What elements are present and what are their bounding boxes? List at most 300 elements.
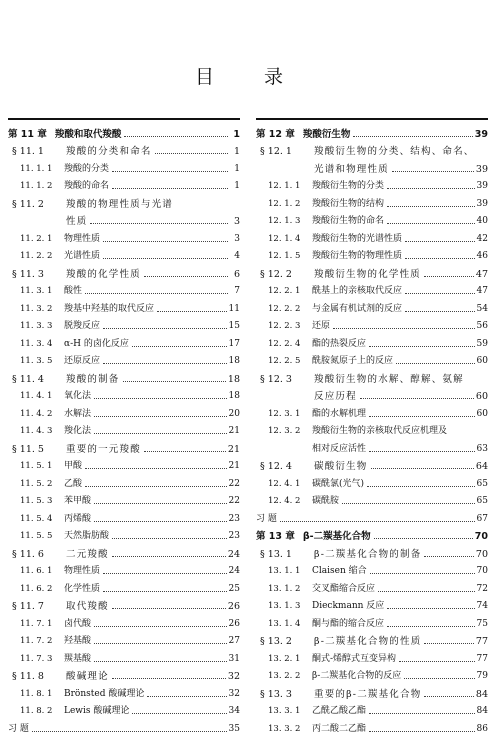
toc-entry-sub — [8, 612, 240, 630]
toc-entry-page: 60 — [476, 408, 488, 419]
toc-entry-page: 65 — [476, 478, 488, 489]
toc-entry-page: 26 — [228, 618, 240, 629]
toc-entry-sub — [256, 472, 488, 490]
toc-entry-number: 11. 3. 5 — [20, 356, 53, 366]
dot-leader — [405, 241, 475, 242]
toc-entry-title: 取代羧酸 — [66, 601, 109, 612]
toc-entry-number: 12. 2. 5 — [268, 356, 301, 366]
toc-entry-number: 13. 1. 4 — [268, 618, 301, 629]
toc-entry-page: 1 — [233, 128, 240, 140]
toc-entry-sub — [256, 717, 488, 735]
toc-entry-page: 77 — [475, 636, 488, 647]
toc-entry-title: 羧酸衍生物的化学性质 — [314, 268, 422, 280]
toc-entry-page: 26 — [227, 601, 240, 612]
toc-entry-sub — [256, 332, 488, 350]
toc-entry-sub — [8, 682, 240, 700]
toc-entry-number: 12. 1. 4 — [268, 233, 301, 244]
toc-entry-page: 86 — [476, 723, 488, 734]
toc-entry-number: § 13. 1 — [260, 548, 292, 560]
dot-leader — [396, 363, 475, 364]
toc-entry-title: 光谱性质 — [64, 251, 101, 261]
toc-entry-section — [8, 437, 240, 455]
toc-entry-page: 59 — [476, 338, 488, 349]
toc-entry-cont — [256, 385, 488, 403]
toc-entry-number: 12. 3. 2 — [268, 426, 301, 436]
toc-entry-title: 羧酸衍生物的结构 — [312, 198, 385, 209]
toc-entry-page: 18 — [227, 373, 240, 385]
toc-entry-page: 72 — [476, 583, 488, 594]
toc-entry-sub — [8, 332, 240, 350]
toc-entry-title: 羧化法 — [64, 426, 92, 436]
toc-entry-sub — [256, 280, 488, 298]
toc-entry-number: § 11. 2 — [12, 198, 44, 210]
dot-leader — [387, 206, 475, 207]
top-rule — [8, 118, 240, 120]
toc-entry-number: § 11. 1 — [12, 146, 44, 157]
toc-entry-number: 11. 4. 3 — [20, 426, 53, 436]
toc-entry-title: 羧酸衍生物的水解、醇解、氨解 — [314, 373, 464, 385]
toc-entry-number: 12. 1. 2 — [268, 198, 301, 209]
toc-entry-title: 酸性 — [64, 286, 83, 296]
toc-entry-title: 碳酰氯(光气) — [312, 478, 365, 489]
toc-entry-number: 13. 1. 2 — [268, 583, 301, 594]
toc-entry-number: 11. 7. 2 — [20, 636, 53, 646]
toc-entry-title: 甲酸 — [64, 461, 83, 471]
toc-entry-chapter — [256, 122, 488, 140]
toc-entry-number: 11. 1. 2 — [20, 181, 53, 191]
dot-leader — [123, 381, 226, 382]
toc-entry-sub — [8, 350, 240, 368]
toc-entry-page: 70 — [476, 566, 488, 576]
toc-entry-sub — [8, 490, 240, 508]
dot-leader — [360, 398, 474, 399]
toc-entry-page: 27 — [228, 636, 240, 646]
toc-entry-title: 相对反应活性 — [312, 443, 367, 454]
dot-leader — [369, 451, 475, 452]
dot-leader — [94, 643, 227, 644]
toc-entry-number: § 12. 4 — [260, 461, 292, 472]
dot-leader — [404, 678, 474, 679]
dot-leader — [85, 486, 227, 487]
page-title: 目 录 — [194, 66, 306, 88]
toc-entry-title: 卤代酸 — [64, 618, 92, 629]
dot-leader — [112, 556, 226, 557]
dot-leader — [392, 171, 474, 172]
toc-entry-page: 23 — [228, 531, 240, 541]
toc-entry-number: 13. 3. 1 — [268, 706, 301, 716]
dot-leader — [369, 346, 475, 347]
toc-entry-sub — [256, 175, 488, 193]
toc-entry-page: 22 — [228, 496, 240, 506]
dot-leader — [112, 188, 228, 189]
toc-entry-page: 6 — [233, 268, 240, 280]
toc-entry-page: 34 — [228, 706, 240, 716]
toc-entry-number: 12. 1. 5 — [268, 251, 301, 261]
toc-entry-number: 11. 7. 1 — [20, 618, 53, 629]
toc-entry-number: 11. 8. 2 — [20, 706, 53, 716]
toc-entry-sub — [256, 210, 488, 228]
toc-entry-number: 11. 6. 2 — [20, 583, 53, 594]
dot-leader — [103, 328, 227, 329]
dot-leader — [85, 293, 228, 294]
toc-entry-number: § 11. 3 — [12, 268, 44, 280]
toc-entry-title: 物理性质 — [64, 233, 101, 244]
toc-entry-number: 12. 2. 1 — [268, 286, 301, 296]
dot-leader — [369, 713, 475, 714]
toc-entry-number: 11. 6. 1 — [20, 566, 53, 576]
toc-entry-title: 二元羧酸 — [66, 548, 109, 560]
toc-entry-number: § 12. 2 — [260, 268, 292, 280]
dot-leader — [147, 696, 226, 697]
dot-leader — [94, 398, 227, 399]
dot-leader — [94, 521, 227, 522]
toc-entry-page: 24 — [227, 548, 240, 560]
toc-entry-title: 碳酰胺 — [312, 496, 340, 506]
toc-entry-contsub — [256, 437, 488, 455]
toc-entry-sub — [8, 315, 240, 333]
toc-entry-number: 11. 5. 5 — [20, 531, 53, 541]
toc-entry-page: 21 — [228, 426, 240, 436]
toc-entry-title: 羧酸的命名 — [64, 181, 110, 191]
toc-entry-page: 84 — [476, 706, 488, 716]
dot-leader — [369, 416, 475, 417]
toc-entry-page: 64 — [475, 461, 488, 472]
toc-entry-number: 11. 1. 1 — [20, 163, 53, 174]
toc-entry-title: 反应历程 — [314, 391, 357, 402]
toc-entry-title: 酸碱理论 — [66, 671, 109, 682]
toc-entry-title: β-二羰基化合物 — [302, 531, 371, 542]
dot-leader — [370, 573, 475, 574]
dot-leader — [112, 171, 228, 172]
dot-leader — [333, 328, 475, 329]
dot-leader — [144, 451, 226, 452]
dot-leader — [103, 573, 227, 574]
toc-entry-title: 羧酸的物理性质与光谱 — [66, 198, 174, 210]
toc-entry-title: β-二羰基化合物的反应 — [312, 671, 402, 681]
toc-entry-number: § 13. 2 — [260, 636, 292, 647]
toc-entry-sub — [8, 402, 240, 420]
dot-leader — [132, 346, 227, 347]
dot-leader — [374, 538, 473, 539]
toc-entry-title: 羧酸衍生物的亲核取代反应机理及 — [312, 426, 448, 436]
toc-entry-page: 1 — [234, 163, 240, 174]
toc-entry-title: α-H 的卤化反应 — [64, 338, 129, 349]
toc-entry-number: 12. 1. 3 — [268, 216, 301, 226]
toc-entry-sub — [8, 472, 240, 490]
toc-entry-page: 7 — [234, 286, 240, 296]
toc-entry-title: 羧酸衍生物的分类、结构、命名、 — [314, 146, 475, 157]
dot-leader — [378, 591, 475, 592]
toc-entry-page: 35 — [228, 723, 240, 734]
toc-entry-sub — [256, 402, 488, 420]
dot-leader — [94, 626, 227, 627]
toc-entry-page: 20 — [228, 408, 240, 419]
toc-entry-title: 物理性质 — [64, 566, 101, 576]
toc-entry-title: 羧酸衍生物的光谱性质 — [312, 233, 403, 244]
toc-entry-number: § 11. 7 — [12, 601, 44, 612]
dot-leader — [155, 153, 228, 154]
toc-entry-title: 还原 — [312, 321, 331, 331]
dot-leader — [353, 136, 472, 137]
toc-column-right — [256, 118, 488, 735]
toc-entry-page: 22 — [228, 478, 240, 489]
toc-entry-number: 12. 3. 1 — [268, 408, 301, 419]
toc-entry-title: 羰基酸 — [64, 653, 92, 664]
toc-entry-number: 11. 2. 2 — [20, 251, 53, 261]
toc-entry-page: 31 — [228, 653, 240, 664]
toc-entry-title: 化学性质 — [64, 583, 101, 594]
toc-entry-page: 77 — [476, 653, 488, 664]
toc-entry-page: 3 — [233, 216, 240, 227]
toc-entry-title: 羧酸的分类和命名 — [66, 146, 152, 157]
dot-leader — [32, 731, 227, 732]
toc-entry-sub — [8, 647, 240, 665]
toc-entry-sub — [256, 612, 488, 630]
dot-leader — [85, 468, 227, 469]
toc-entry-sub — [256, 350, 488, 368]
dot-leader — [424, 643, 474, 644]
toc-entry-title: 羧酸衍生物的物理性质 — [312, 251, 403, 261]
toc-entry-sub — [8, 560, 240, 578]
dot-leader — [124, 136, 228, 137]
toc-entry-page: 11 — [228, 303, 240, 314]
dot-leader — [103, 591, 227, 592]
toc-entry-number: 11. 3. 4 — [20, 338, 53, 349]
toc-entry-section — [8, 665, 240, 683]
dot-leader — [94, 503, 227, 504]
toc-entry-title: 重要的一元羧酸 — [66, 443, 141, 455]
dot-leader — [144, 276, 228, 277]
toc-entry-title: 苯甲酸 — [64, 496, 92, 506]
dot-leader — [367, 486, 475, 487]
toc-column-left — [8, 118, 240, 735]
toc-entry-number: 11. 7. 3 — [20, 653, 53, 664]
toc-entry-sub — [8, 280, 240, 298]
toc-entry-number: 11. 3. 3 — [20, 321, 53, 331]
toc-entry-number: § 13. 3 — [260, 688, 292, 700]
toc-entry-section — [8, 140, 240, 158]
toc-entry-number: 12. 2. 3 — [268, 321, 301, 331]
toc-entry-page: 17 — [228, 338, 240, 349]
toc-entry-chapter — [256, 525, 488, 543]
toc-entry-sub — [256, 420, 488, 438]
toc-entry-number: 13. 1. 3 — [268, 601, 301, 611]
dot-leader — [112, 538, 227, 539]
toc-entry-number: 13. 2. 2 — [268, 671, 301, 681]
toc-entry-sub — [256, 665, 488, 683]
toc-entry-title: 氧化法 — [64, 391, 92, 401]
toc-entry-number: 13. 3. 2 — [268, 723, 301, 734]
dot-leader — [157, 311, 227, 312]
toc-entry-title: 天然脂肪酸 — [64, 531, 110, 541]
dot-leader — [405, 258, 475, 259]
toc-entry-number: 12. 2. 4 — [268, 338, 301, 349]
toc-entry-number: 12. 4. 2 — [268, 496, 301, 506]
toc-entry-sub — [8, 420, 240, 438]
toc-entry-page: 54 — [476, 303, 488, 314]
toc-entry-sub — [8, 227, 240, 245]
toc-entry-section — [8, 262, 240, 280]
toc-entry-number: 11. 3. 1 — [20, 286, 53, 296]
dot-leader — [424, 556, 474, 557]
toc-entry-sub — [8, 525, 240, 543]
toc-entry-number: 12. 1. 1 — [268, 181, 301, 191]
toc-entry-sub — [256, 595, 488, 613]
toc-entry-page: 21 — [227, 443, 240, 455]
toc-entry-page: 25 — [228, 583, 240, 594]
toc-entry-title: 酮式-烯醇式互变异构 — [312, 653, 397, 664]
toc-entry-page: 15 — [228, 321, 240, 331]
toc-entry-sub — [8, 245, 240, 263]
toc-entry-section — [8, 367, 240, 385]
toc-entry-number: 11. 5. 1 — [20, 461, 53, 471]
toc-entry-title: 丙烯酸 — [64, 513, 92, 524]
toc-entry-title: 羧酸的化学性质 — [66, 268, 141, 280]
toc-entry-number: § 11. 8 — [12, 671, 44, 682]
dot-leader — [112, 608, 226, 609]
dot-leader — [280, 521, 475, 522]
dot-leader — [112, 678, 226, 679]
toc-entry-page: 67 — [476, 513, 488, 524]
dot-leader — [424, 696, 474, 697]
dot-leader — [424, 276, 474, 277]
toc-entry-title: β-二羰基化合物的制备 — [314, 548, 422, 560]
toc-entry-page: 70 — [475, 548, 488, 560]
toc-entry-title: 与金属有机试剂的反应 — [312, 303, 403, 314]
toc-entry-title: Lewis 酸碱理论 — [64, 706, 130, 716]
toc-entry-page: 74 — [476, 601, 488, 611]
toc-entry-number: 11. 2. 1 — [20, 233, 53, 244]
toc-entry-section — [256, 455, 488, 473]
dot-leader — [405, 293, 475, 294]
toc-entry-number: § 12. 1 — [260, 146, 292, 157]
toc-entry-title: 酯的水解机理 — [312, 408, 367, 419]
toc-entry-sub — [256, 490, 488, 508]
toc-entry-title: 乙酸 — [64, 478, 83, 489]
toc-entry-section — [256, 682, 488, 700]
toc-entry-title: 羧基中羟基的取代反应 — [64, 303, 155, 314]
toc-entry-title: 习 题 — [256, 513, 277, 524]
dot-leader — [132, 713, 226, 714]
toc-entry-title: Dieckmann 反应 — [312, 601, 385, 611]
toc-entry-title: 脱羧反应 — [64, 321, 101, 331]
toc-entry-title: 交叉酯缩合反应 — [312, 583, 376, 594]
toc-entry-title: 羧酸衍生物的分类 — [312, 181, 385, 191]
toc-entry-page: 1 — [234, 181, 240, 191]
toc-entry-page: 46 — [476, 251, 488, 261]
toc-entry-number: § 11. 6 — [12, 548, 44, 560]
dot-leader — [94, 661, 227, 662]
toc-entry-sub — [256, 245, 488, 263]
toc-entry-section — [256, 542, 488, 560]
toc-entry-section — [256, 140, 488, 158]
toc-entry-page: 18 — [228, 356, 240, 366]
toc-entry-sub — [256, 577, 488, 595]
toc-entry-title: 碳酸衍生物 — [314, 461, 368, 472]
toc-entry-title: 乙酰乙酸乙酯 — [312, 706, 367, 716]
toc-entry-title: 性质 — [66, 216, 88, 227]
dot-leader — [103, 241, 228, 242]
dot-leader — [342, 503, 475, 504]
dot-leader — [371, 468, 474, 469]
toc-entry-title: 羧酸衍生物的命名 — [312, 216, 385, 226]
toc-entry-title: 酯的热裂反应 — [312, 338, 367, 349]
toc-entry-title: 羧酸的制备 — [66, 373, 120, 385]
toc-entry-number: 12. 4. 1 — [268, 478, 301, 489]
toc-entry-section — [8, 595, 240, 613]
toc-entry-plain — [8, 717, 240, 735]
toc-entry-page: 39 — [475, 163, 488, 175]
toc-entry-page: 1 — [233, 146, 240, 157]
toc-entry-sub — [8, 700, 240, 718]
toc-entry-sub — [256, 315, 488, 333]
toc-entry-section — [256, 367, 488, 385]
toc-entry-section — [8, 192, 240, 210]
toc-entry-sub — [8, 455, 240, 473]
toc-entry-number: 11. 5. 2 — [20, 478, 53, 489]
toc-entry-page: 63 — [476, 443, 488, 454]
toc-entry-section — [256, 262, 488, 280]
toc-entry-number: 11. 3. 2 — [20, 303, 53, 314]
toc-entry-sub — [256, 192, 488, 210]
toc-entry-sub — [256, 297, 488, 315]
toc-entry-number: 11. 8. 1 — [20, 688, 53, 699]
dot-leader — [387, 608, 474, 609]
toc-entry-page: 40 — [476, 216, 488, 226]
toc-entry-title: 重要的β-二羰基化合物 — [314, 688, 422, 700]
toc-entry-page: 84 — [475, 688, 488, 700]
dot-leader — [399, 661, 475, 662]
toc-entry-number: 第 13 章 — [256, 531, 295, 542]
dot-leader — [405, 311, 475, 312]
toc-entry-title: 羟基酸 — [64, 636, 92, 646]
toc-entry-number: 11. 5. 3 — [20, 496, 53, 506]
toc-entry-title: 酮与酯的缩合反应 — [312, 618, 385, 629]
dot-leader — [103, 363, 227, 364]
toc-entry-sub — [256, 647, 488, 665]
toc-entry-sub — [8, 385, 240, 403]
toc-entry-page: 47 — [475, 268, 488, 280]
dot-leader — [387, 626, 475, 627]
toc-entry-page: 23 — [228, 513, 240, 524]
dot-leader — [103, 258, 228, 259]
toc-entry-number: § 12. 3 — [260, 373, 292, 385]
toc-entry-sub — [8, 630, 240, 648]
toc-entry-page: 70 — [474, 531, 488, 542]
toc-entry-title: 水解法 — [64, 408, 92, 419]
toc-entry-chapter — [8, 122, 240, 140]
toc-entry-sub — [8, 175, 240, 193]
toc-entry-sub — [256, 560, 488, 578]
dot-leader — [94, 416, 227, 417]
toc-entry-page: 32 — [228, 688, 240, 699]
toc-entry-title: 丙二酸二乙酯 — [312, 723, 367, 734]
toc-entry-number: § 11. 5 — [12, 443, 44, 455]
dot-leader — [94, 433, 227, 434]
toc-entry-page: 79 — [476, 671, 488, 681]
toc-entry-page: 21 — [228, 461, 240, 471]
dot-leader — [387, 223, 475, 224]
toc-entry-title: 羧酸的分类 — [64, 163, 110, 174]
toc-entry-page: 39 — [474, 128, 488, 140]
toc-entry-title: β-二羰基化合物的性质 — [314, 636, 422, 647]
toc-entry-cont — [8, 210, 240, 228]
toc-entry-number: 第 11 章 — [8, 128, 47, 140]
dot-leader — [387, 188, 475, 189]
toc-entry-cont — [256, 157, 488, 175]
toc-entry-title: 羧酸和取代羧酸 — [54, 128, 122, 140]
toc-entry-title: 习 题 — [8, 723, 29, 734]
